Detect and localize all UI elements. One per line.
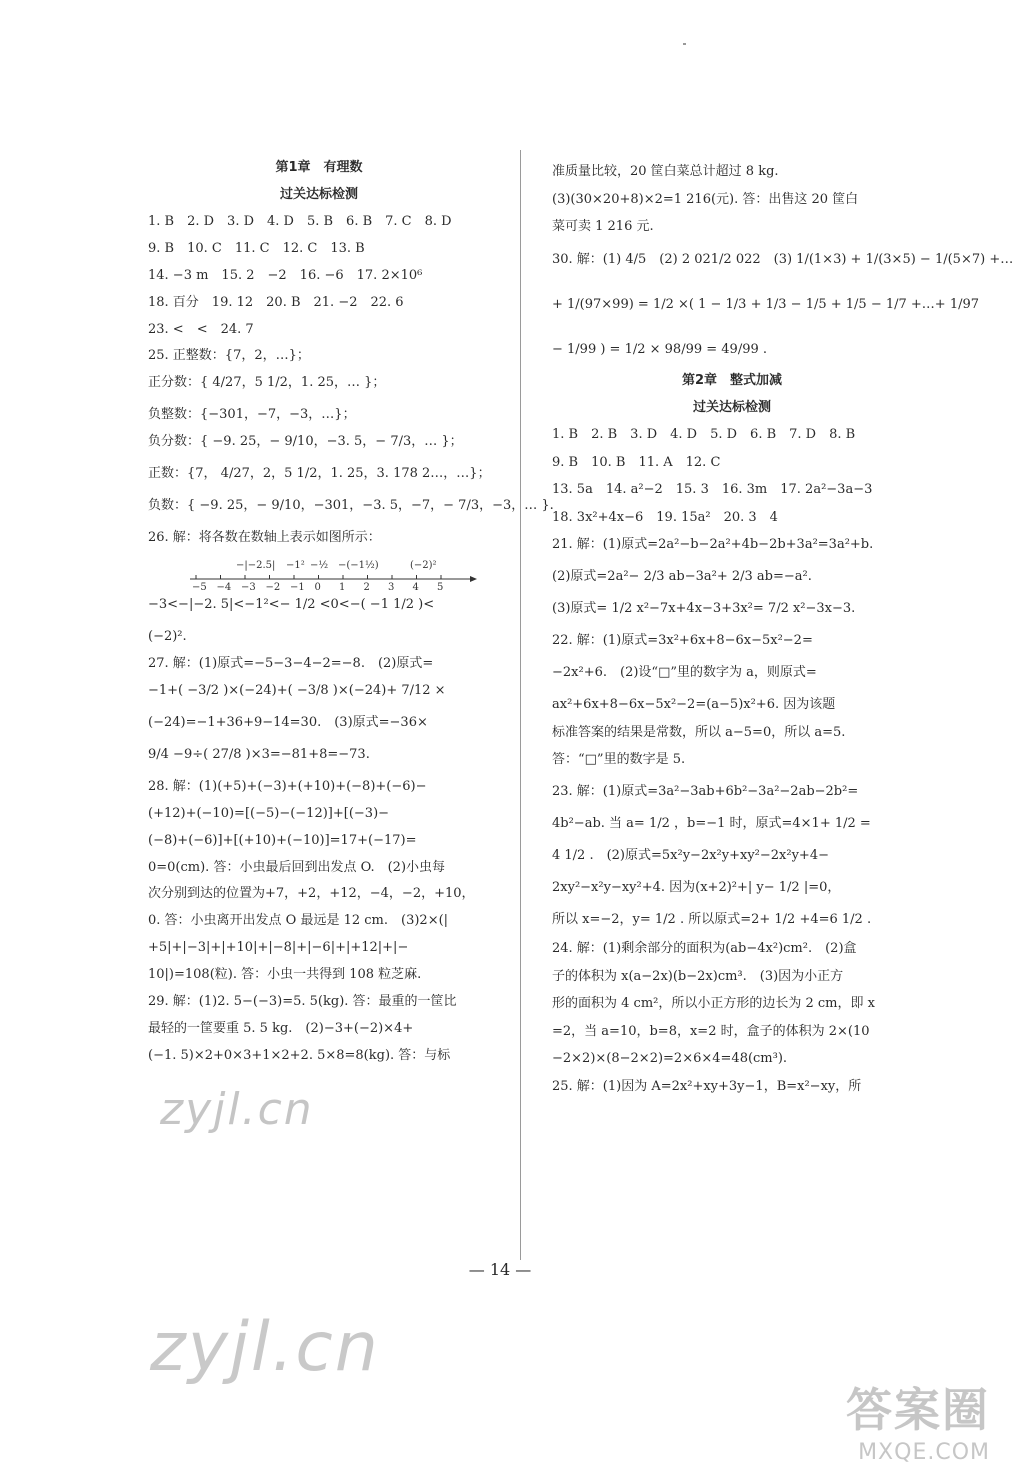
answer-line: (−8)+(−6)]+[(+10)+(−10)]=17+(−17)= (148, 832, 417, 848)
answer-line: 9. B 10. C 11. C 12. C 13. B (148, 240, 365, 256)
answer-line: ax²+6x+8−6x−5x²−2=(a−5)x²+6. 因为该题 (552, 697, 836, 712)
number-line-ticks (192, 575, 443, 593)
number-line-tick-label: −1 (290, 582, 305, 594)
answer-line: 4 1/2 . (2)原式=5x²y−2x²y+xy²−2x²y+4− (552, 848, 829, 863)
number-line (148, 557, 490, 594)
answer-line: 1. B 2. D 3. D 4. D 5. B 6. B 7. C 8. D (148, 214, 452, 229)
watermark-logo-large: zyjl.cn (150, 1308, 380, 1387)
answer-line: 26. 解：将各数在数轴上表示如图所示： (148, 530, 381, 546)
answer-line: + 1/(97×99) = 1/2 ×( 1 − 1/3 + 1/3 − 1/5 + 1/5 − 1/7 +…+ 1/97 (552, 297, 980, 312)
answer-line: 2xy²−x²y−xy²+4. 因为(x+2)²+| y− 1/2 |=0， (552, 880, 841, 895)
answer-line: −2×2)×(8−2×2)=2×6×4=48(cm³). (552, 1051, 788, 1066)
column-divider (520, 150, 521, 1260)
answer-line: (−2)². (148, 629, 187, 645)
number-line-label: −|−2.5| (236, 560, 276, 572)
answer-line: 28. 解：(1)(+5)+(−3)+(+10)+(−8)+(−6)− (148, 778, 427, 794)
answer-line: −2x²+6. (2)设“□”里的数字为 a，则原式= (552, 665, 817, 680)
number-line-tick-label: 4 (412, 582, 419, 594)
answer-line: 18. 百分 19. 12 20. B 21. −2 22. 6 (148, 294, 404, 310)
answer-line: 18. 3x²+4x−6 19. 15a² 20. 3 4 (552, 509, 778, 525)
answer-line: 次分别到达的位置为+7，+2，+12，−4，−2，+10， (148, 886, 475, 902)
number-line-tick-label: 3 (388, 582, 395, 594)
answer-line: 标准答案的结果是常数，所以 a−5=0，所以 a=5. (552, 724, 846, 740)
answer-line: 10|)=108(粒). 答：小虫一共得到 108 粒芝麻. (148, 967, 422, 983)
answer-line: 25. 解：(1)因为 A=2x²+xy+3y−1，B=x²−xy，所 (552, 1078, 862, 1094)
watermark-corner (846, 1374, 990, 1465)
number-line-label: −½ (310, 560, 329, 572)
number-line-tick-label: 2 (363, 582, 370, 594)
answer-line: 24. 解：(1)剩余部分的面积为(ab−4x²)cm². (2)盒 (552, 941, 857, 956)
answer-line: 23. < < 24. 7 (148, 321, 254, 337)
answer-line: 所以 x=−2，y= 1/2 . 所以原式=2+ 1/2 +4=6 1/2 . (552, 912, 872, 927)
chapter-1-subtitle: 过关达标检测 (279, 187, 358, 202)
number-line-tick-label: 0 (314, 582, 321, 594)
answer-line: 负整数：{−301，−7，−3，…}； (148, 407, 356, 423)
answer-line: (3)原式= 1/2 x²−7x+4x−3+3x²= 7/2 x²−3x−3. (552, 601, 856, 616)
answer-line: 9. B 10. B 11. A 12. C (552, 454, 721, 470)
answer-line: 13. 5a 14. a²−2 15. 3 16. 3m 17. 2a²−3a−3 (552, 482, 873, 497)
left-column (148, 160, 554, 1075)
answer-line: 27. 解：(1)原式=−5−3−4−2=−8. (2)原式= (148, 656, 434, 672)
answer-line: (3)(30×20+8)×2=1 216(元). 答：出售这 20 筐白 (552, 191, 859, 207)
answer-line: 正分数：{ 4/27，5 1/2，1. 25，… }； (148, 375, 386, 391)
chapter-1-title: 第1章 有理数 (275, 160, 363, 175)
answer-line: 最轻的一筐要重 5. 5 kg. (2)−3+(−2)×4+ (148, 1020, 414, 1036)
answer-line: 菜可卖 1 216 元. (552, 219, 654, 234)
watermark-corner-url: MXQE.COM (858, 1440, 990, 1465)
answer-line: =2，当 a=10，b=8，x=2 时，盒子的体积为 2×(10 (552, 1023, 870, 1039)
right-column (552, 164, 1013, 1106)
number-line-label: (−2)² (410, 560, 437, 572)
answer-line: 负数：{ −9. 25，− 9/10，−301，−3. 5，−7，− 7/3，−3，… }. (148, 498, 554, 514)
scan-speck (683, 43, 686, 45)
answer-line: 形的面积为 4 cm²，所以小正方形的边长为 2 cm，即 x (552, 996, 875, 1011)
answer-line: 21. 解：(1)原式=2a²−b−2a²+4b−2b+3a²=3a²+b. (552, 537, 874, 552)
answer-line: 30. 解：(1) 4/5 (2) 2 021/2 022 (3) 1/(1×3) + 1/(3×5) − 1/(5×7) +… (552, 252, 1013, 267)
answer-line: −3<−|−2. 5|<−1²<− 1/2 <0<−( −1 1/2 )< (148, 597, 435, 613)
answer-line: −1+( −3/2 )×(−24)+( −3/8 )×(−24)+ 7/12 × (148, 682, 446, 698)
answer-line: (−1. 5)×2+0×3+1×2+2. 5×8=8(kg). 答：与标 (148, 1047, 451, 1063)
number-line-tick-label: −2 (265, 582, 281, 594)
answer-line: 22. 解：(1)原式=3x²+6x+8−6x−5x²−2= (552, 633, 813, 648)
number-line-tick-label: −4 (216, 582, 232, 594)
answer-line: (−24)=−1+36+9−14=30. (3)原式=−36× (148, 714, 428, 730)
answer-line: 23. 解：(1)原式=3a²−3ab+6b²−3a²−2ab−2b²= (552, 784, 859, 799)
number-line-tick-label: −5 (192, 582, 207, 594)
number-line-tick-label: 1 (339, 582, 346, 594)
chapter-2-subtitle: 过关达标检测 (692, 400, 771, 415)
answer-line: 准质量比较，20 筐白菜总计超过 8 kg. (552, 164, 779, 179)
watermark-corner-title: 答案圈 (846, 1383, 990, 1437)
answer-line: 0. 答：小虫离开出发点 O 最远是 12 cm. (3)2×(| (148, 913, 449, 929)
answer-line: 14. −3 m 15. 2 −2 16. −6 17. 2×10⁶ (148, 267, 423, 283)
chapter-2-title: 第2章 整式加减 (681, 373, 783, 388)
answer-line: 负分数：{ −9. 25，− 9/10，−3. 5，− 7/3，… }； (148, 434, 463, 450)
answer-line: 9/4 −9÷( 27/8 )×3=−81+8=−73. (148, 746, 370, 762)
answer-line: 29. 解：(1)2. 5−(−3)=5. 5(kg). 答：最重的一筐比 (148, 994, 457, 1010)
answer-line: 0=0(cm). 答：小虫最后回到出发点 O. (2)小虫每 (148, 859, 446, 875)
watermark-logo: zyjl.cn (160, 1084, 314, 1135)
answer-line: 正数：{7， 4/27，2，5 1/2，1. 25，3. 178 2…，…}； (148, 466, 491, 482)
answer-line: 子的体积为 x(a−2x)(b−2x)cm³. (3)因为小正方 (552, 968, 844, 984)
number-line-svg (148, 557, 448, 594)
answer-line: +5|+|−3|+|+10|+|−8|+|−6|+|+12|+|− (148, 940, 409, 956)
answer-line: (+12)+(−10)=[(−5)−(−12)]+[(−3)− (148, 805, 390, 821)
page-number: — 14 — (468, 1260, 532, 1279)
answer-line: 4b²−ab. 当 a= 1/2 ，b=−1 时，原式=4×1+ 1/2 = (552, 816, 871, 831)
answer-line: (2)原式=2a²− 2/3 ab−3a²+ 2/3 ab=−a². (552, 569, 812, 584)
number-line-tick-label: 5 (437, 582, 444, 594)
answer-line: 1. B 2. B 3. D 4. D 5. D 6. B 7. D 8. B (552, 427, 856, 442)
answer-line: − 1/99 ) = 1/2 × 98/99 = 49/99 . (552, 342, 768, 357)
number-line-label: −1² (286, 560, 305, 572)
number-line-label: −(−1½) (338, 560, 379, 572)
answer-line: 答：“□”里的数字是 5. (552, 752, 686, 767)
number-line-tick-label: −3 (241, 582, 256, 594)
number-line-arrow (470, 576, 477, 582)
answer-line: 25. 正整数：{7，2，…}； (148, 348, 310, 364)
